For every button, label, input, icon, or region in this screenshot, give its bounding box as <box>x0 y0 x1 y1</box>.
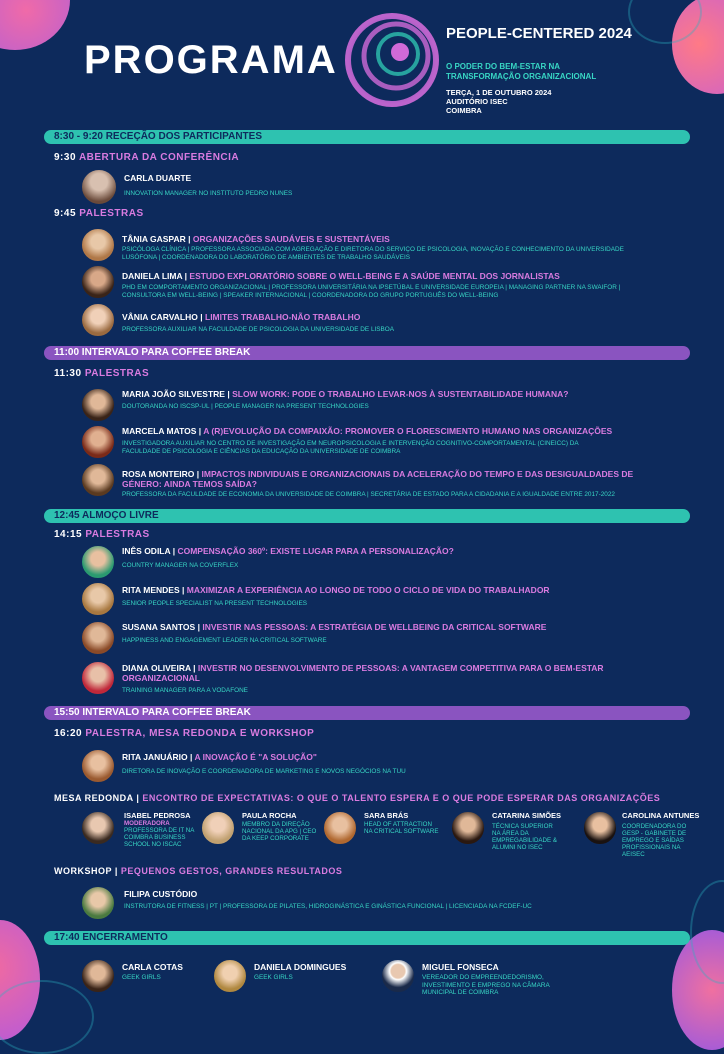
avatar-vania-carvalho <box>80 302 116 338</box>
speaker-desc-diana-oliveira: TRAINING MANAGER PARA A VODAFONE <box>122 687 248 694</box>
speaker-name-carla-duarte: CARLA DUARTE <box>124 173 192 183</box>
decor-blob-top-left <box>0 0 70 50</box>
speaker-name-maria-joao-silvestre: MARIA JOÃO SILVESTRE | SLOW WORK: PODE O TRABALHO LEVAR-NOS À SUSTENTABILIDADE HUMANA? <box>122 389 569 399</box>
speaker-desc-rita-januario: DIRETORA DE INOVAÇÃO E COORDENADORA DE MARKETING E NOVOS NEGÓCIOS NA TUU <box>122 768 406 775</box>
mesa-name-sara-bras: SARA BRÁS <box>364 811 409 820</box>
avatar-tania-gaspar <box>80 227 116 263</box>
decor-swirl-bottom-left <box>0 980 94 1054</box>
speaker-desc-filipa-custodio: INSTRUTORA DE FITNESS | PT | PROFESSORA DE PILATES, HIDROGINÁSTICA E GINÁSTICA FUNCIONAL | LICENCIADA NA FCDEF-UC <box>124 903 532 910</box>
avatar-rita-januario <box>80 748 116 784</box>
avatar-catarina-simoes <box>450 810 486 846</box>
avatar-paula-rocha <box>200 810 236 846</box>
speaker-desc-tania-gaspar: PSICÓLOGA CLÍNICA | PROFESSORA ASSOCIADA COM AGREGAÇÃO E DIRETORA DO SERVIÇO DE PSICOLOGIA, INOVAÇÃO E CONHECIMENTO DA UNIVERSIDADE LUSÓFONA | COORDENADORA DO LABORATÓRIO DE AMBIENTES DE TRABALHO SAUDÁVEIS <box>122 246 624 261</box>
avatar-miguel-fonseca <box>380 958 416 994</box>
event-venue: AUDITÓRIO ISEC <box>446 97 508 106</box>
avatar-marcela-matos <box>80 424 116 460</box>
speaker-desc-marcela-matos: INVESTIGADORA AUXILIAR NO CENTRO DE INVESTIGAÇÃO EM NEUROPSICOLOGIA E INTERVENÇÃO COGNITIVO-COMPORTAMENTAL (CINEICC) DA FACULDADE DE PSICOLOGIA E CIÊNCIAS DA EDUCAÇÃO DA UNIVERSIDADE DE COIMBRA <box>122 440 579 455</box>
closing-role-daniela-domingues: GEEK GIRLS <box>254 974 293 981</box>
speaker-name-rita-mendes: RITA MENDES | MAXIMIZAR A EXPERIÊNCIA AO LONGO DE TODO O CICLO DE VIDA DO TRABALHADOR <box>122 585 550 595</box>
speaker-name-ines-odila: INÊS ODILA | COMPENSAÇÃO 360º: EXISTE LUGAR PARA A PERSONALIZAÇÃO? <box>122 546 454 556</box>
event-city: COIMBRA <box>446 106 482 115</box>
mesa-role-sara-bras: HEAD OF ATTRACTION NA CRITICAL SOFTWARE <box>364 821 439 835</box>
speaker-desc-rosa-monteiro: PROFESSORA DA FACULDADE DE ECONOMIA DA UNIVERSIDADE DE COIMBRA | SECRETÁRIA DE ESTADO PARA A CIDADANIA E A IGUALDADE ENTRE 2017-2022 <box>122 491 615 498</box>
speaker-name-rosa-monteiro: ROSA MONTEIRO | IMPACTOS INDIVIDUAIS E ORGANIZACIONAIS DA ACELERAÇÃO DO TEMPO E DAS DESIGUALDADES DE GÉNERO: AINDA TEMOS SAÍDA? <box>122 469 634 489</box>
mesa-role-text: PROFESSORA DE IT NA COIMBRA BUSINESS SCHOOL NO ISCAC <box>124 827 195 848</box>
avatar-rosa-monteiro <box>80 462 116 498</box>
avatar-rita-mendes <box>80 581 116 617</box>
mesa-name-paula-rocha: PAULA ROCHA <box>242 811 297 820</box>
mesa-role-paula-rocha: MEMBRO DA DIREÇÃO NACIONAL DA APG | CEO DA KEEP CORPORATE <box>242 821 317 842</box>
closing-name-miguel-fonseca: MIGUEL FONSECA <box>422 962 499 972</box>
avatar-daniela-lima <box>80 264 116 300</box>
page-title: PROGRAMA <box>84 38 338 82</box>
bar-reception: 8:30 - 9:20 RECEÇÃO DOS PARTICIPANTES <box>44 130 690 144</box>
avatar-carolina-antunes <box>582 810 618 846</box>
event-date-block <box>446 88 586 115</box>
speaker-name-filipa-custodio: FILIPA CUSTÓDIO <box>124 889 198 899</box>
speaker-desc-carla-duarte: INNOVATION MANAGER NO INSTITUTO PEDRO NUNES <box>124 190 293 197</box>
speaker-name-rita-januario: RITA JANUÁRIO | A INOVAÇÃO É "A SOLUÇÃO" <box>122 752 317 762</box>
avatar-sara-bras <box>322 810 358 846</box>
bar-coffee-break-2: 15:50 INTERVALO PARA COFFEE BREAK <box>44 706 690 720</box>
avatar-isabel-pedrosa <box>80 810 116 846</box>
mesa-role-catarina-simoes: TÉCNICA SUPERIOR NA ÁREA DA EMPREGABILIDADE & ALUMNI NO ISEC <box>492 823 557 851</box>
speaker-desc-daniela-lima: PHD EM COMPORTAMENTO ORGANIZACIONAL | PROFESSORA UNIVERSITÁRIA NA IPSETÚBAL E UNIVERSIDADE EUROPEIA | MANAGING PARTNER NA SWAIFOR | CONSULTORA EM WELL-BEING | SPEAKER INTERNACIONAL | COORDENADORA DO GRUPO PORTUGUÊS DO WELL-BEING <box>122 284 621 299</box>
mesa-role-carolina-antunes: COORDENADORA DO GESP - GABINETE DE EMPREGO E SAÍDAS PROFISSIONAIS NA AEISEC <box>622 823 687 858</box>
mesa-role-isabel-pedrosa <box>124 820 200 848</box>
closing-name-daniela-domingues: DANIELA DOMINGUES <box>254 962 347 972</box>
closing-role-miguel-fonseca: VEREADOR DO EMPREENDEDORISMO, INVESTIMENTO E EMPREGO NA CÂMARA MUNICIPAL DE COIMBRA <box>422 974 550 996</box>
avatar-susana-santos <box>80 620 116 656</box>
speaker-desc-vania-carvalho: PROFESSORA AUXILIAR NA FACULDADE DE PSICOLOGIA DA UNIVERSIDADE DE LISBOA <box>122 326 395 333</box>
mesa-name-isabel-pedrosa: ISABEL PEDROSA <box>124 811 191 820</box>
speaker-desc-susana-santos: HAPPINESS AND ENGAGEMENT LEADER NA CRITICAL SOFTWARE <box>122 637 327 644</box>
bar-coffee-break-1: 11:00 INTERVALO PARA COFFEE BREAK <box>44 346 690 360</box>
avatar-diana-oliveira <box>80 660 116 696</box>
mesa-name-catarina-simoes: CATARINA SIMÕES <box>492 811 562 820</box>
avatar-carla-cotas <box>80 958 116 994</box>
speaker-desc-ines-odila: COUNTRY MANAGER NA COVERFLEX <box>122 562 239 569</box>
section-1620: 16:20 PALESTRA, MESA REDONDA E WORKSHOP <box>54 728 315 739</box>
avatar-ines-odila <box>80 544 116 580</box>
avatar-maria-joao-silvestre <box>80 387 116 423</box>
mesa-redonda-heading: MESA REDONDA | ENCONTRO DE EXPECTATIVAS: O QUE O TALENTO ESPERA E O QUE PODE ESPERAR DAS ORGANIZAÇÕES <box>54 793 661 803</box>
avatar-carla-duarte <box>80 168 118 206</box>
bar-closing: 17:40 ENCERRAMENTO <box>44 931 690 945</box>
speaker-desc-maria-joao-silvestre: DOUTORANDA NO ISCSP-UL | PEOPLE MANAGER NA PRESENT TECHNOLOGIES <box>122 403 369 410</box>
avatar-filipa-custodio <box>80 885 116 921</box>
speaker-name-tania-gaspar: TÂNIA GASPAR | ORGANIZAÇÕES SAUDÁVEIS E SUSTENTÁVEIS <box>122 234 390 244</box>
event-title: PEOPLE-CENTERED 2024 <box>446 25 632 42</box>
speaker-name-daniela-lima: DANIELA LIMA | ESTUDO EXPLORATÓRIO SOBRE O WELL-BEING E A SAÚDE MENTAL DOS JORNALISTAS <box>122 271 560 281</box>
event-logo <box>340 12 444 108</box>
section-1130: 11:30 PALESTRAS <box>54 368 150 379</box>
speaker-name-diana-oliveira: DIANA OLIVEIRA | INVESTIR NO DESENVOLVIMENTO DE PESSOAS: A VANTAGEM COMPETITIVA PARA O BEM-ESTAR ORGANIZACIONAL <box>122 663 604 683</box>
section-930: 9:30 ABERTURA DA CONFERÊNCIA <box>54 152 240 163</box>
section-945: 9:45 PALESTRAS <box>54 208 144 219</box>
mesa-name-carolina-antunes: CAROLINA ANTUNES <box>622 811 700 820</box>
speaker-name-vania-carvalho: VÂNIA CARVALHO | LIMITES TRABALHO-NÃO TRABALHO <box>122 312 361 322</box>
closing-role-carla-cotas: GEEK GIRLS <box>122 974 161 981</box>
event-subtitle: O PODER DO BEM-ESTAR NA TRANSFORMAÇÃO ORGANIZACIONAL <box>446 62 597 81</box>
avatar-daniela-domingues <box>212 958 248 994</box>
speaker-desc-rita-mendes: SENIOR PEOPLE SPECIALIST NA PRESENT TECHNOLOGIES <box>122 600 308 607</box>
event-date: TERÇA, 1 DE OUTUBRO 2024 <box>446 88 552 97</box>
mesa-moderator-label: MODERADORA <box>124 820 170 827</box>
section-1415: 14:15 PALESTRAS <box>54 529 150 540</box>
bar-lunch: 12:45 ALMOÇO LIVRE <box>44 509 690 523</box>
speaker-name-marcela-matos: MARCELA MATOS | A (R)EVOLUÇÃO DA COMPAIXÃO: PROMOVER O FLORESCIMENTO HUMANO NAS ORGANIZAÇÕES <box>122 426 613 436</box>
speaker-name-susana-santos: SUSANA SANTOS | INVESTIR NAS PESSOAS: A ESTRATÉGIA DE WELLBEING DA CRITICAL SOFTWARE <box>122 622 547 632</box>
closing-name-carla-cotas: CARLA COTAS <box>122 962 183 972</box>
workshop-heading: WORKSHOP | PEQUENOS GESTOS, GRANDES RESULTADOS <box>54 866 343 876</box>
